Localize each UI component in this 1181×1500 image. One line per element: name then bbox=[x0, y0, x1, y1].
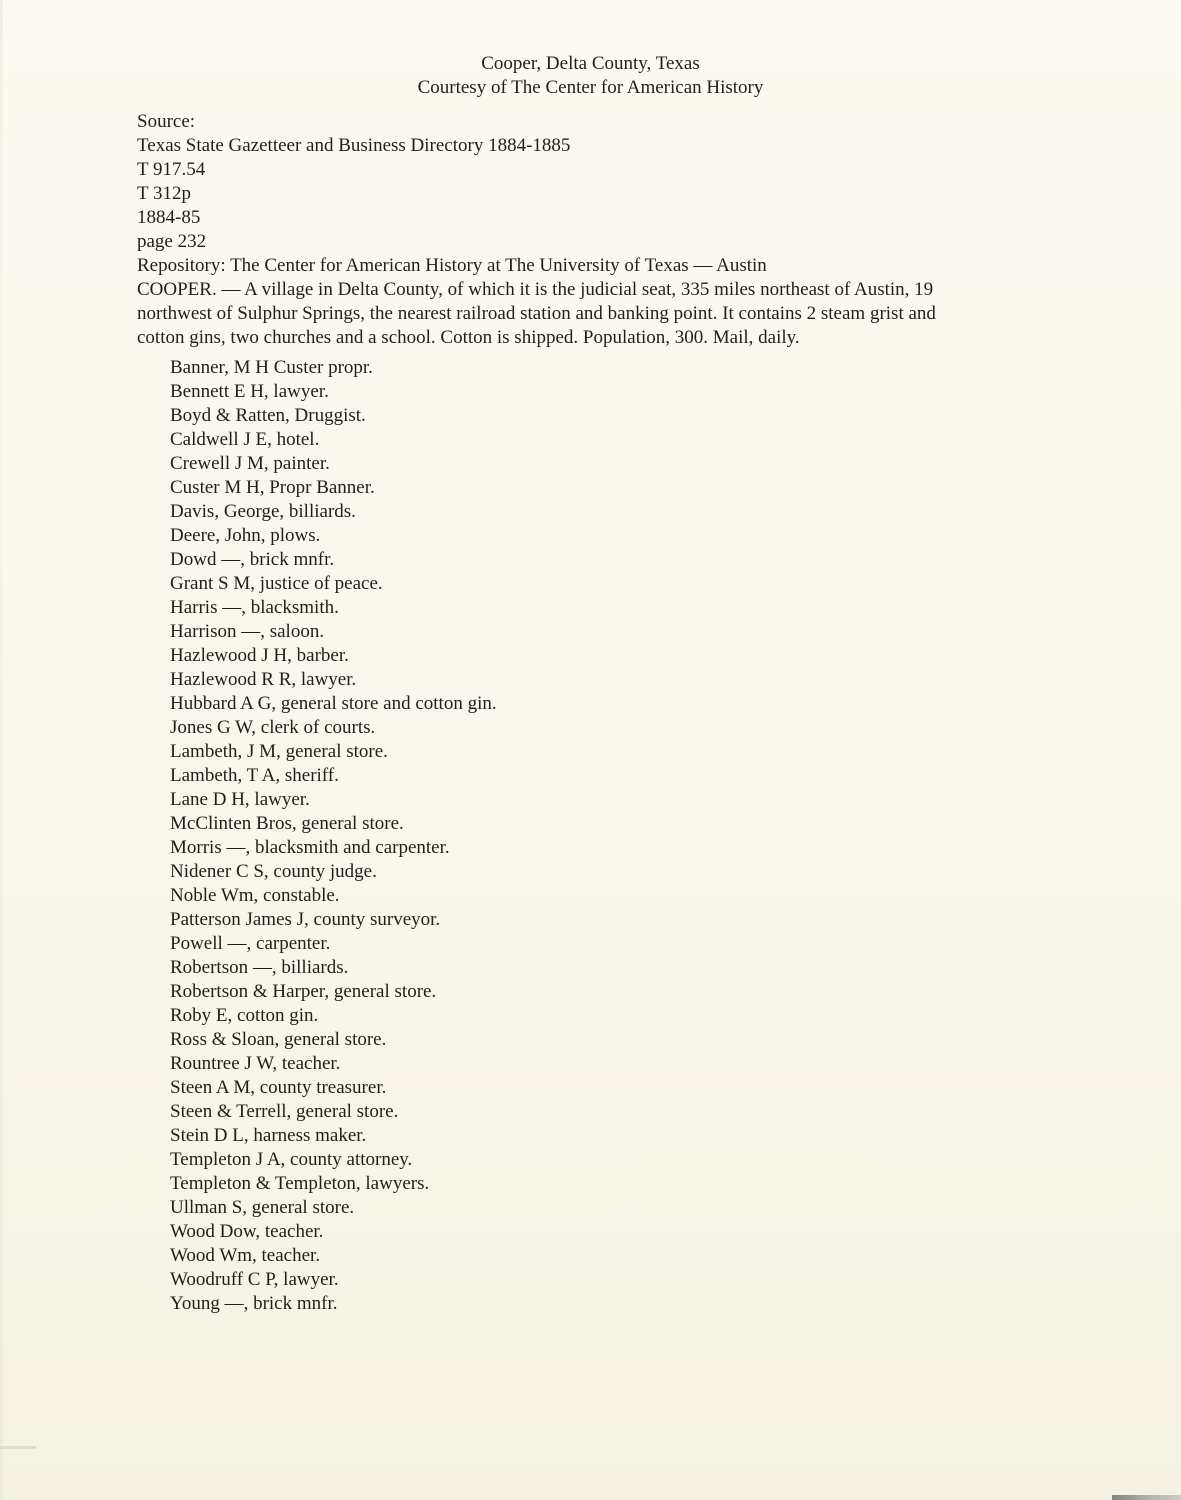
citation-and-description bbox=[137, 110, 1121, 350]
description-line: cotton gins, two churches and a school. Cotton is shipped. Population, 300. Mail, daily. bbox=[137, 327, 800, 348]
directory-entry: Hubbard A G, general store and cotton gin. bbox=[170, 693, 497, 714]
directory-entry: Jones G W, clerk of courts. bbox=[170, 717, 376, 738]
source-line: Repository: The Center for American History at The University of Texas — Austin bbox=[137, 255, 767, 276]
directory-entry: Steen A M, county treasurer. bbox=[170, 1077, 387, 1098]
directory-entry: Young —, brick mnfr. bbox=[170, 1293, 338, 1314]
directory-entry: Grant S M, justice of peace. bbox=[170, 573, 383, 594]
scan-edge-shading bbox=[0, 0, 3, 1500]
directory-entry: Banner, M H Custer propr. bbox=[170, 357, 373, 378]
directory-entry: Boyd & Ratten, Druggist. bbox=[170, 405, 366, 426]
scan-artifact-dash bbox=[0, 1446, 36, 1449]
directory-entry: Stein D L, harness maker. bbox=[170, 1125, 367, 1146]
business-directory-list bbox=[170, 356, 1121, 1316]
directory-entry: Lane D H, lawyer. bbox=[170, 789, 310, 810]
directory-entry: Noble Wm, constable. bbox=[170, 885, 340, 906]
directory-entry: McClinten Bros, general store. bbox=[170, 813, 404, 834]
directory-entry: Hazlewood J H, barber. bbox=[170, 645, 349, 666]
directory-entry: Robertson —, billiards. bbox=[170, 957, 349, 978]
directory-entry: Deere, John, plows. bbox=[170, 525, 321, 546]
directory-entry: Wood Dow, teacher. bbox=[170, 1221, 324, 1242]
source-block bbox=[137, 110, 1121, 278]
directory-entry: Patterson James J, county surveyor. bbox=[170, 909, 441, 930]
directory-entry: Templeton & Templeton, lawyers. bbox=[170, 1173, 430, 1194]
directory-entry: Roby E, cotton gin. bbox=[170, 1005, 319, 1026]
directory-entry: Lambeth, T A, sheriff. bbox=[170, 765, 339, 786]
directory-entry: Robertson & Harper, general store. bbox=[170, 981, 437, 1002]
directory-entry: Steen & Terrell, general store. bbox=[170, 1101, 399, 1122]
description-line: northwest of Sulphur Springs, the nearest railroad station and banking point. It contains 2 steam grist and bbox=[137, 303, 936, 324]
directory-entry: Lambeth, J M, general store. bbox=[170, 741, 388, 762]
directory-entry: Harris —, blacksmith. bbox=[170, 597, 339, 618]
directory-entry: Crewell J M, painter. bbox=[170, 453, 330, 474]
source-line: 1884-85 bbox=[137, 207, 201, 228]
directory-entry: Dowd —, brick mnfr. bbox=[170, 549, 335, 570]
directory-entry: Nidener C S, county judge. bbox=[170, 861, 377, 882]
source-line: Source: bbox=[137, 111, 196, 132]
source-line: page 232 bbox=[137, 231, 207, 252]
description-paragraph bbox=[137, 278, 1121, 350]
source-line: T 917.54 bbox=[137, 159, 206, 180]
directory-entry: Rountree J W, teacher. bbox=[170, 1053, 341, 1074]
document-header bbox=[0, 52, 1181, 100]
directory-entry: Bennett E H, lawyer. bbox=[170, 381, 329, 402]
document-title: Cooper, Delta County, Texas bbox=[481, 53, 700, 74]
scan-artifact-strip bbox=[1112, 1495, 1181, 1500]
document-subtitle: Courtesy of The Center for American History bbox=[417, 77, 764, 98]
description-line: COOPER. — A village in Delta County, of which it is the judicial seat, 335 miles northeast of Austin, 19 bbox=[137, 279, 934, 300]
directory-entry: Hazlewood R R, lawyer. bbox=[170, 669, 357, 690]
directory-entry: Davis, George, billiards. bbox=[170, 501, 356, 522]
directory-entry: Ross & Sloan, general store. bbox=[170, 1029, 387, 1050]
directory-entry: Powell —, carpenter. bbox=[170, 933, 331, 954]
directory-entry: Woodruff C P, lawyer. bbox=[170, 1269, 339, 1290]
source-line: T 312p bbox=[137, 183, 192, 204]
source-line: Texas State Gazetteer and Business Directory 1884-1885 bbox=[137, 135, 571, 156]
directory-entry: Custer M H, Propr Banner. bbox=[170, 477, 375, 498]
directory-entry: Caldwell J E, hotel. bbox=[170, 429, 320, 450]
directory-entry: Harrison —, saloon. bbox=[170, 621, 325, 642]
directory-entry: Morris —, blacksmith and carpenter. bbox=[170, 837, 450, 858]
directory-entry: Ullman S, general store. bbox=[170, 1197, 355, 1218]
directory-entry: Templeton J A, county attorney. bbox=[170, 1149, 413, 1170]
directory-entry: Wood Wm, teacher. bbox=[170, 1245, 321, 1266]
